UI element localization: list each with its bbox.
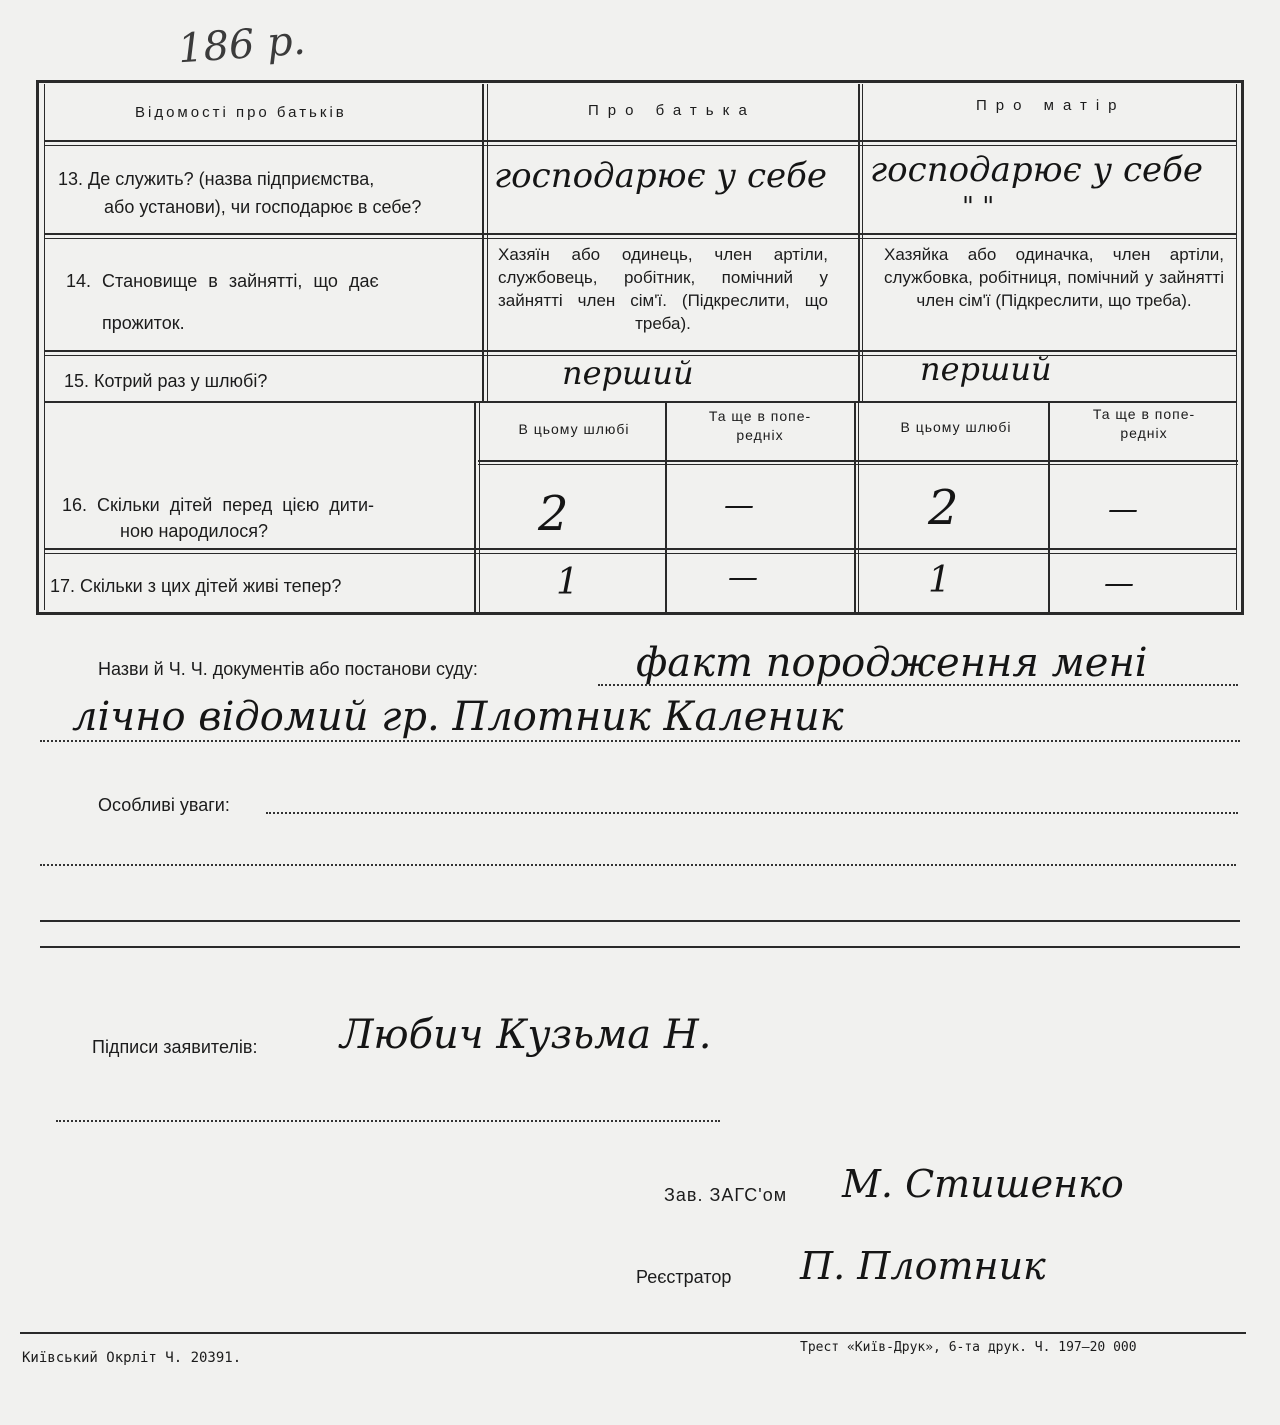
q14-label-line2: прожиток. [102,313,185,333]
head-zags-signature: М. Стишенко [842,1162,1124,1206]
subheader-mother-previous-line2: редніх [1120,425,1168,441]
head-zags-label: Зав. ЗАГС'ом [664,1185,788,1205]
q13-mother-ditto: " " [962,192,995,222]
q16-father-this: 2 [538,486,569,542]
q16-mother-prev: — [1108,492,1138,527]
q13-mother-answer: господарює у себе [870,150,1203,190]
q17-mother-this: 1 [928,560,951,601]
footer-right: Трест «Київ-Друк», 6-та друк. Ч. 197—20 000 [800,1340,1137,1355]
documents-value-line1: факт породження мені [636,640,1148,686]
q15-father-answer: перший [562,354,694,392]
applicants-label: Підписи заявителів: [92,1037,258,1057]
q15-mother-answer: перший [920,350,1052,388]
q16-label-line1: 16. Скільки дітей перед цією дити- [62,495,375,515]
q14-mother-options: Хазяйка або одиначка, член артіли, службовка, робітниця, помічний у зайнятті член сім'ї (Підкреслити, що треба). [884,245,1224,310]
q17-label: 17. Скільки з цих дітей живі тепер? [50,576,342,596]
q13-father-answer: господарює у себе [494,156,827,196]
q16-label-line2: ною народилося? [120,521,269,541]
documents-label: Назви й Ч. Ч. документів або постанови суду: [98,659,478,679]
q15-label: 15. Котрий раз у шлюбі? [64,371,268,391]
corner-note: 186 р. [176,17,307,73]
documents-value-line2: лічно відомий гр. Плотник Каленик [72,694,844,740]
q14-father-options: Хазяїн або одинець, член артіли, службовець, робітник, помічний у зайнятті член сім'ї. (Підкреслити, що треба). [498,245,828,333]
subheader-mother-previous-line1: Та ще в попе- [1092,406,1196,422]
header-about-mother: Про матір [976,97,1126,114]
header-about-father: Про батька [588,102,756,119]
subheader-father-previous-line2: редніх [736,427,784,443]
subheader-father-this-marriage: В цьому шлюбі [518,421,630,437]
q16-mother-this: 2 [928,480,959,536]
subheader-father-previous [672,407,848,445]
subheader-mother-this-marriage: В цьому шлюбі [900,419,1012,435]
subheader-mother-previous [1056,405,1232,443]
q16-father-prev: — [724,488,754,523]
registrar-label: Реєстратор [636,1267,732,1287]
registrar-signature: П. Плотник [800,1244,1046,1288]
q13-label-line2: або установи), чи господарює в себе? [104,197,422,217]
applicants-signature: Любич Кузьма Н. [340,1012,712,1058]
q14-label-line1: 14. Становище в зайнятті, що дає [66,271,379,291]
subheader-father-previous-line1: Та ще в попе- [708,408,812,424]
q17-father-prev: — [728,560,758,595]
footer-left: Київський Окрліт Ч. 20391. [22,1350,242,1366]
q17-father-this: 1 [556,562,579,603]
q17-mother-prev: — [1104,566,1134,601]
header-parents-info: Відомості про батьків [135,104,347,121]
q13-label-line1: 13. Де служить? (назва підприємства, [58,169,375,189]
remarks-label: Особливі уваги: [98,795,230,815]
